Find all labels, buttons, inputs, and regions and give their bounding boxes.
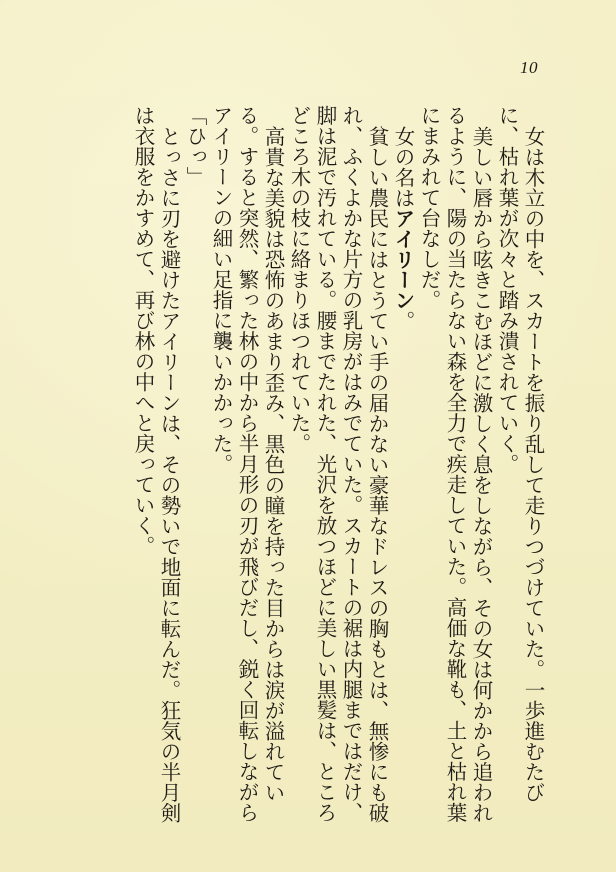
character-name: アイリーン (391, 207, 415, 310)
page-number: 10 (520, 58, 538, 77)
body-text (76, 105, 546, 825)
paragraph: 女は木立の中を、スカートを振り乱して走りつづけていた。一歩進むたびに、枯れ葉が次々と踏み潰されていく。 (495, 105, 545, 802)
paragraph-text: 。 (391, 310, 415, 331)
paragraph: 高貴な美貌は恐怖のあまり歪み、黒色の瞳を持った目からは涙が溢れている。すると突然、繁った林の中から半月形の刃が飛びだし、鋭く回転しながらアイリーンの細い足指に襲いかかった。 (209, 105, 285, 823)
paragraph-text: 女の名は (391, 125, 415, 208)
paragraph (390, 105, 416, 825)
paragraph: 美しい唇から呟きこむほどに激しく息をしながら、その女は何かから追われるように、陽の当たらない森を全力で疾走していた。高価な靴も、土と枯れ葉にまみれて台なしだ。 (417, 105, 493, 823)
paragraph: 貧しい農民にはとうてい手の届かない豪華なドレスの胸もとは、無惨にも破れ、ふくよかな片方の乳房がはみでていた。スカートの裾は内腿まではだけ、脚は泥で汚れている。腰までたれた、光沢を放つほどに美しい黒髪は、ところどころ木の枝に絡まりほつれていた。 (287, 105, 389, 823)
dialogue: 「ひっ」 (183, 105, 207, 187)
paragraph: とっさに刃を避けたアイリーンは、その勢いで地面に転んだ。狂気の半月剣は衣服をかすめて、再び林の中へと戻っていく。 (131, 105, 181, 823)
